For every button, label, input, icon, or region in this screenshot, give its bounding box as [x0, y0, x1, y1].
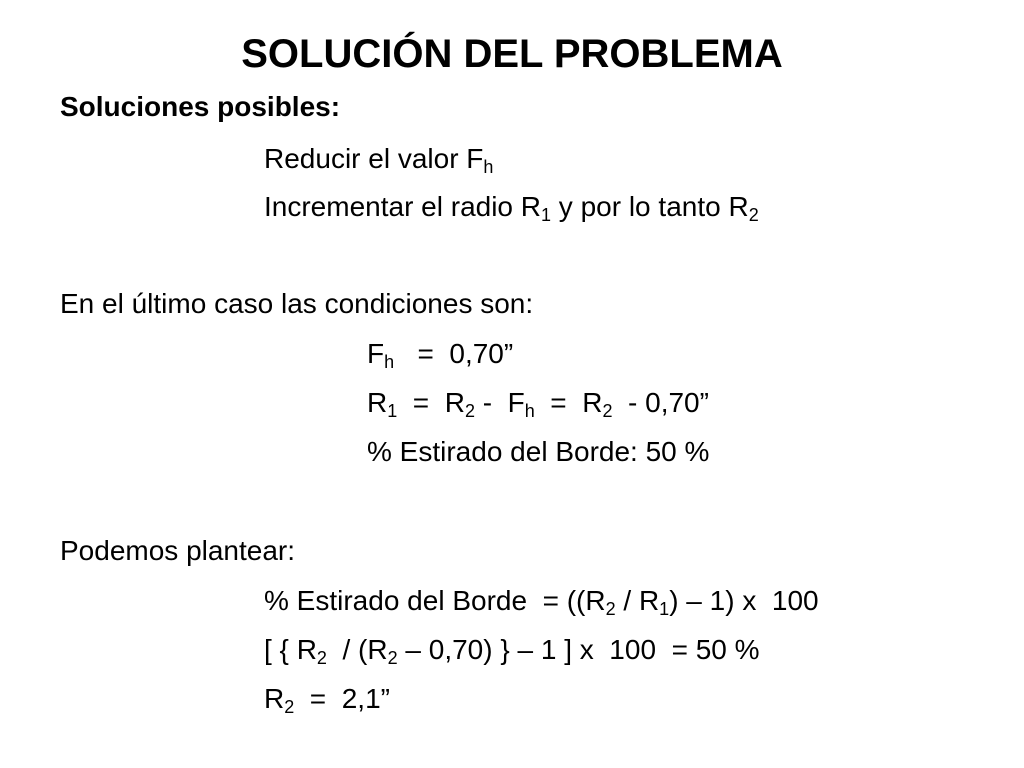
eq-part: = R [397, 387, 465, 418]
condition-fh-symbol: F [367, 338, 385, 369]
formula-part: = 2,1” [294, 683, 390, 714]
subscript-h: h [483, 157, 494, 177]
subscript-2: 2 [605, 599, 616, 619]
eq-part: = R [534, 387, 603, 418]
formula-substituted [264, 633, 760, 667]
solution-item-increase [264, 190, 759, 224]
condition-stretch: % Estirado del Borde: 50 % [367, 436, 710, 467]
subscript-h: h [524, 401, 535, 421]
subscript-2: 2 [284, 697, 295, 717]
solutions-heading: Soluciones posibles: [60, 91, 341, 122]
formula-part: R [264, 683, 285, 714]
subscript-1: 1 [541, 205, 552, 225]
subscript-2: 2 [602, 401, 613, 421]
condition-fh-value: = 0,70” [394, 338, 514, 369]
formula-stretch [264, 584, 819, 618]
condition-fh [367, 337, 513, 371]
eq-part: - F [474, 387, 525, 418]
solution-item-reduce-text: Reducir el valor F [264, 143, 484, 174]
solution-item-reduce [264, 142, 493, 176]
subscript-2: 2 [748, 205, 759, 225]
conditions-heading: En el último caso las condiciones son: [60, 288, 534, 319]
formula-part: / R [615, 585, 660, 616]
eq-part: - 0,70” [612, 387, 709, 418]
eq-part: R [367, 387, 388, 418]
condition-r1 [367, 386, 709, 420]
slide-title: SOLUCIÓN DEL PROBLEMA [241, 32, 783, 76]
subscript-2: 2 [316, 648, 327, 668]
subscript-1: 1 [387, 401, 398, 421]
approach-heading: Podemos plantear: [60, 535, 296, 566]
subscript-1: 1 [659, 599, 670, 619]
subscript-2: 2 [464, 401, 475, 421]
formula-part: % Estirado del Borde = ((R [264, 585, 606, 616]
solution-item-increase-mid: y por lo tanto R [551, 191, 749, 222]
formula-part: – 0,70) } – 1 ] x 100 = 50 % [397, 634, 760, 665]
formula-result [264, 682, 390, 716]
formula-part: / (R [326, 634, 388, 665]
subscript-2: 2 [387, 648, 398, 668]
subscript-h: h [384, 352, 395, 372]
formula-part: [ { R [264, 634, 317, 665]
formula-part: ) – 1) x 100 [669, 585, 819, 616]
solution-item-increase-text: Incrementar el radio R [264, 191, 542, 222]
